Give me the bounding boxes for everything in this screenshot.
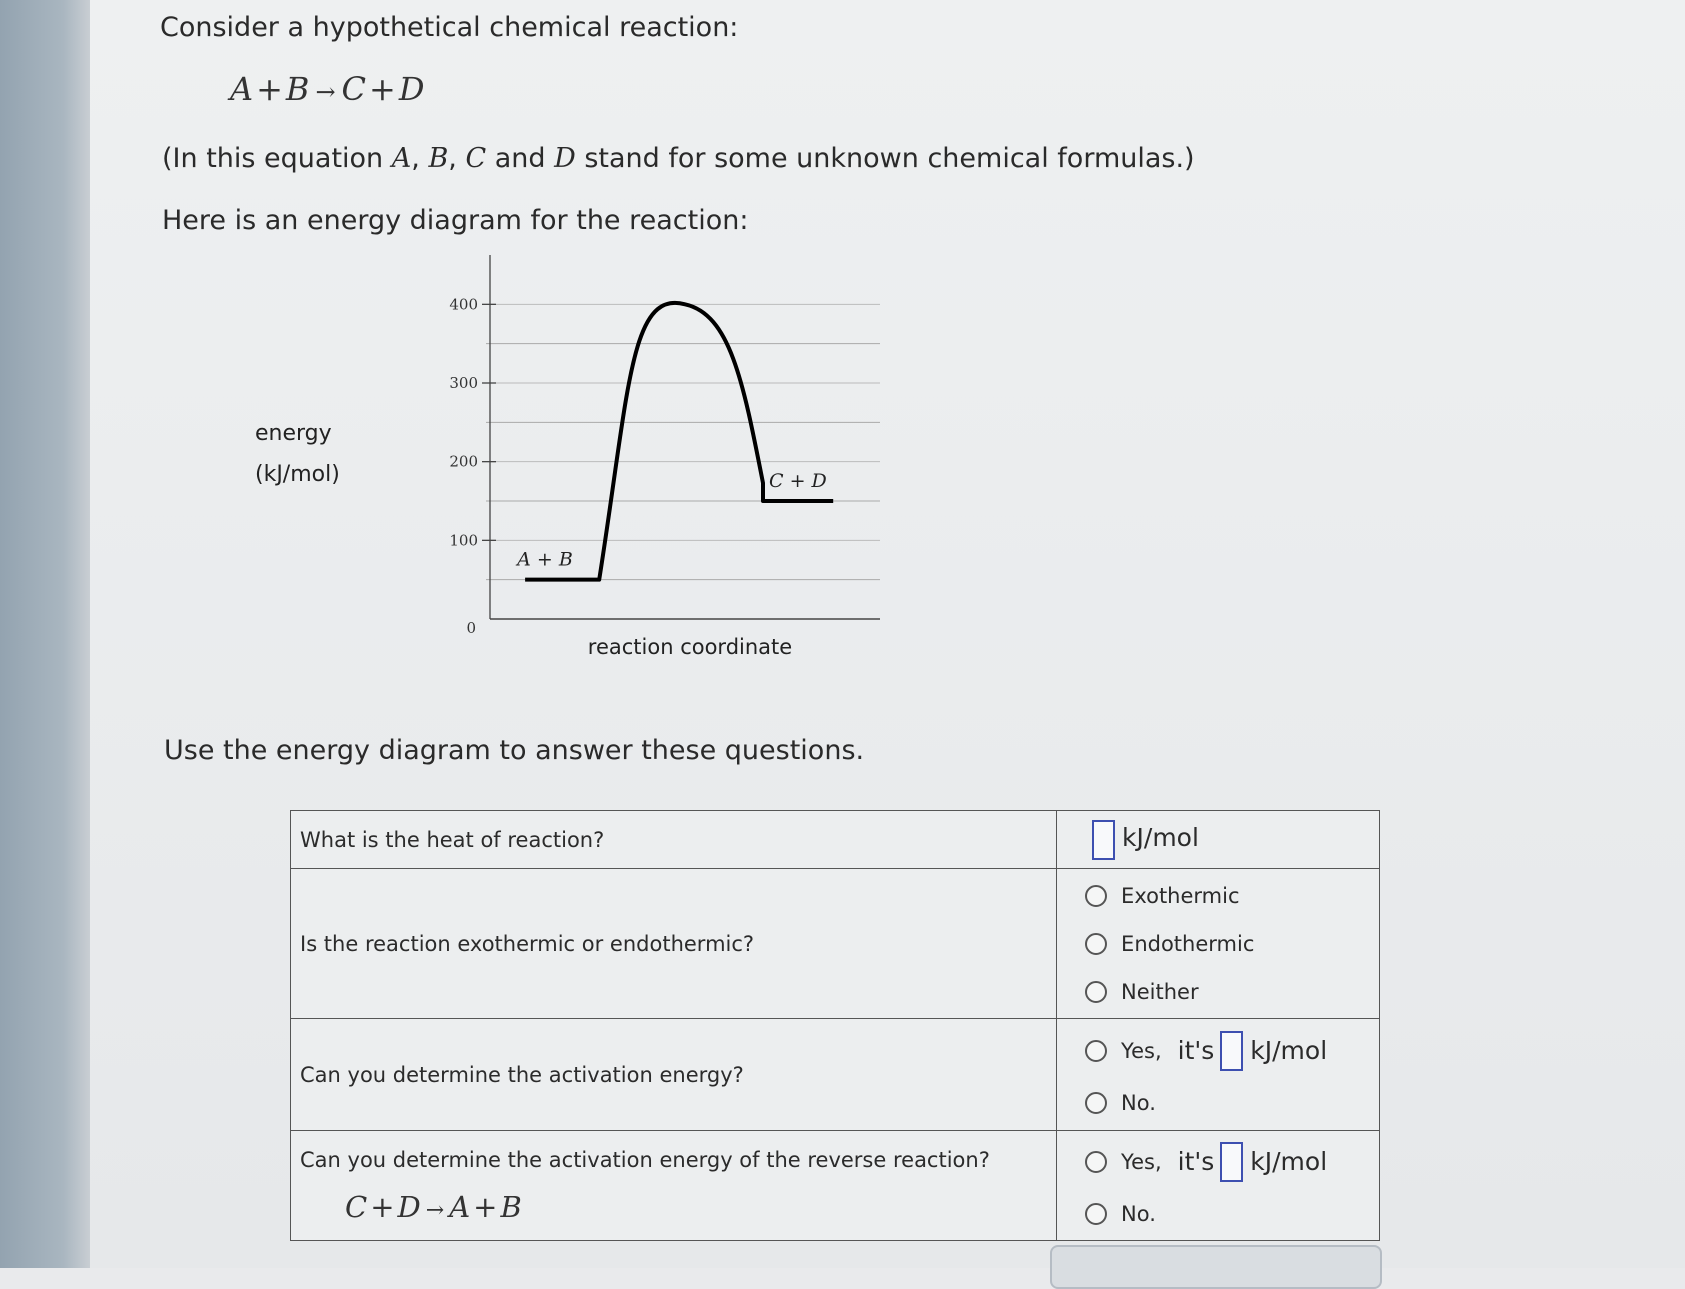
rev-c: C: [345, 1189, 368, 1224]
instruction-text: Use the energy diagram to answer these questions.: [164, 735, 865, 766]
activation-input[interactable]: [1220, 1031, 1243, 1071]
rev-a: A: [449, 1189, 471, 1224]
heat-input[interactable]: [1092, 820, 1115, 860]
option-label: Endothermic: [1121, 931, 1255, 956]
reverse-activation-input[interactable]: [1220, 1142, 1243, 1182]
bottom-action-button[interactable]: [1050, 1245, 1382, 1289]
table-row: [291, 811, 1380, 869]
reverse-question-text: Can you determine the activation energy of the reverse reaction?: [300, 1147, 990, 1172]
radio-endothermic[interactable]: [1085, 933, 1107, 955]
option-exothermic[interactable]: [1085, 872, 1379, 920]
eq-b: B: [285, 70, 310, 108]
answer-reverse-activation: [1057, 1131, 1380, 1241]
option-activation-no[interactable]: [1085, 1079, 1379, 1127]
eq-a: A: [230, 70, 254, 108]
radio-exothermic[interactable]: [1085, 885, 1107, 907]
option-reverse-yes[interactable]: [1085, 1134, 1379, 1190]
eq-d: D: [398, 70, 425, 108]
eq-plus: +: [256, 70, 283, 108]
y-tick-label: 400: [449, 295, 478, 314]
y-axis-label-line1: energy: [255, 421, 332, 446]
energy-curve: [525, 303, 833, 580]
note-var-c: C: [465, 143, 487, 174]
heat-unit: kJ/mol: [1122, 822, 1199, 852]
radio-reverse-yes[interactable]: [1085, 1151, 1107, 1173]
option-neither[interactable]: [1085, 968, 1379, 1016]
option-endothermic[interactable]: [1085, 920, 1379, 968]
option-reverse-no[interactable]: [1085, 1190, 1379, 1238]
rev-d: D: [397, 1189, 421, 1224]
eq-plus-2: +: [369, 70, 396, 108]
unit-label: kJ/mol: [1250, 1036, 1328, 1065]
rev-arrow: →: [425, 1197, 445, 1223]
question-exo-endo: Is the reaction exothermic or endothermic?: [291, 869, 1057, 1019]
y-tick-label: 200: [449, 452, 478, 471]
note-var-b: B: [428, 143, 449, 174]
radio-activation-yes[interactable]: [1085, 1040, 1107, 1062]
no-label: No.: [1121, 1090, 1156, 1115]
option-activation-yes[interactable]: [1085, 1023, 1379, 1079]
its-label: it's: [1177, 1147, 1215, 1176]
answer-heat: [1057, 811, 1380, 869]
note-prefix: (In this equation: [162, 143, 384, 174]
rev-plus-2: +: [473, 1189, 498, 1224]
yes-label: Yes,: [1121, 1149, 1162, 1174]
rev-plus: +: [370, 1189, 395, 1224]
y-tick-label: 300: [449, 374, 478, 392]
equation-note: (In this equation A, B, C and D stand for some unknown chemical formulas.): [162, 143, 1195, 174]
y-tick-label: 0: [466, 619, 476, 637]
radio-activation-no[interactable]: [1085, 1092, 1107, 1114]
diagram-intro: Here is an energy diagram for the reaction:: [162, 205, 749, 236]
table-row: [291, 869, 1380, 1019]
note-var-d: D: [554, 143, 576, 174]
y-axis-label-line2: (kJ/mol): [255, 462, 340, 487]
eq-c: C: [341, 70, 367, 108]
eq-arrow: →: [315, 78, 336, 106]
question-activation: Can you determine the activation energy?: [291, 1019, 1057, 1131]
rev-b: B: [500, 1189, 522, 1224]
unit-label: kJ/mol: [1250, 1147, 1328, 1176]
table-row: [291, 1131, 1380, 1241]
energy-diagram: [340, 255, 900, 665]
screen-bezel: [0, 0, 90, 1268]
question-table: [290, 810, 1380, 1241]
note-suffix: stand for some unknown chemical formulas.): [584, 143, 1195, 174]
y-tick-label: 100: [449, 531, 478, 550]
x-axis-label: reaction coordinate: [587, 635, 793, 659]
reverse-equation: [345, 1190, 1047, 1224]
answer-activation: [1057, 1019, 1380, 1131]
reaction-equation: [230, 70, 425, 108]
table-row: [291, 1019, 1380, 1131]
problem-page: [90, 0, 1685, 1268]
question-reverse-activation: [291, 1131, 1057, 1241]
its-label: it's: [1177, 1036, 1215, 1065]
reactants-label: A + B: [517, 548, 573, 571]
no-label: No.: [1121, 1201, 1156, 1226]
radio-neither[interactable]: [1085, 981, 1107, 1003]
note-var-a: A: [391, 143, 412, 174]
option-label: Exothermic: [1121, 883, 1240, 908]
yes-label: Yes,: [1121, 1038, 1162, 1063]
note-and: and: [494, 143, 546, 174]
option-label: Neither: [1121, 979, 1199, 1004]
question-heat: What is the heat of reaction?: [291, 811, 1057, 869]
answer-exo-endo: [1057, 869, 1380, 1019]
products-label: C + D: [769, 470, 827, 492]
intro-text: Consider a hypothetical chemical reaction:: [160, 12, 739, 43]
radio-reverse-no[interactable]: [1085, 1203, 1107, 1225]
